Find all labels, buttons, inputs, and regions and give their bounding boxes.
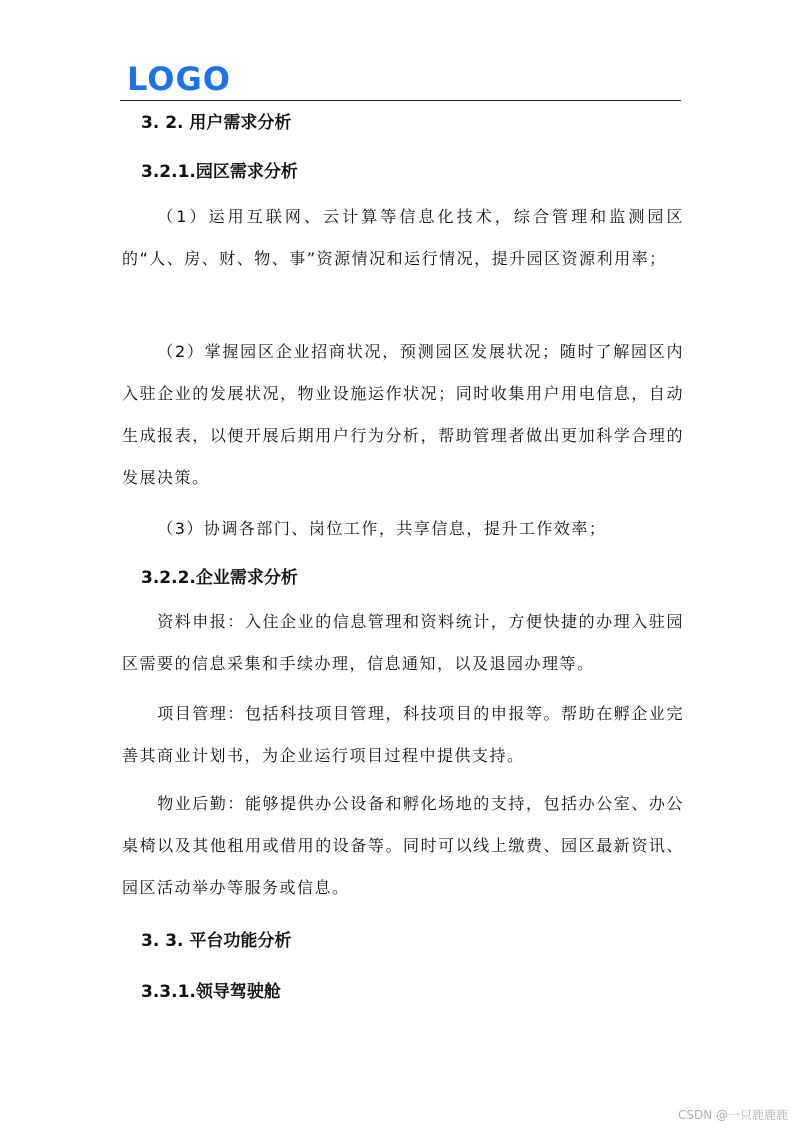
- watermark: CSDN @一只鹿鹿鹿: [677, 1108, 788, 1122]
- header-divider: [120, 100, 681, 101]
- subsection-heading-3-2-1: 3.2.1.园区需求分析: [141, 162, 298, 182]
- subsection-heading-3-2-2: 3.2.2.企业需求分析: [141, 568, 298, 588]
- paragraph-3-2-2-project: 项目管理：包括科技项目管理，科技项目的申报等。帮助在孵企业完善其商业计划书，为企业运行项目过程中提供支持。: [122, 704, 684, 765]
- paragraph-3-2-1-item-2: （2）掌握园区企业招商状况，预测园区发展状况；随时了解园区内入驻企业的发展状况，物业设施运作状况；同时收集用户用电信息，自动生成报表，以便开展后期用户行为分析，帮助管理者做出更加科学合理的发展决策。: [122, 342, 684, 487]
- paragraph-3-2-2-declaration: 资料申报：入住企业的信息管理和资料统计，方便快捷的办理入驻园区需要的信息采集和手续办理，信息通知，以及退园办理等。: [122, 612, 684, 673]
- section-heading-3-2: 3. 2. 用户需求分析: [141, 113, 292, 133]
- logo: LOGO: [127, 60, 231, 98]
- paragraph-3-2-1-item-1: （1）运用互联网、云计算等信息化技术，综合管理和监测园区的“人、房、财、物、事”资源情况和运行情况，提升园区资源利用率；: [122, 207, 684, 268]
- paragraph-3-2-2-property: 物业后勤：能够提供办公设备和孵化场地的支持，包括办公室、办公桌椅以及其他租用或借用的设备等。同时可以线上缴费、园区最新资讯、园区活动举办等服务或信息。: [122, 794, 684, 897]
- subsection-heading-3-3-1: 3.3.1.领导驾驶舱: [141, 982, 281, 1002]
- section-heading-3-3: 3. 3. 平台功能分析: [141, 931, 292, 951]
- paragraph-3-2-1-item-3: （3）协调各部门、岗位工作，共享信息，提升工作效率；: [157, 519, 607, 538]
